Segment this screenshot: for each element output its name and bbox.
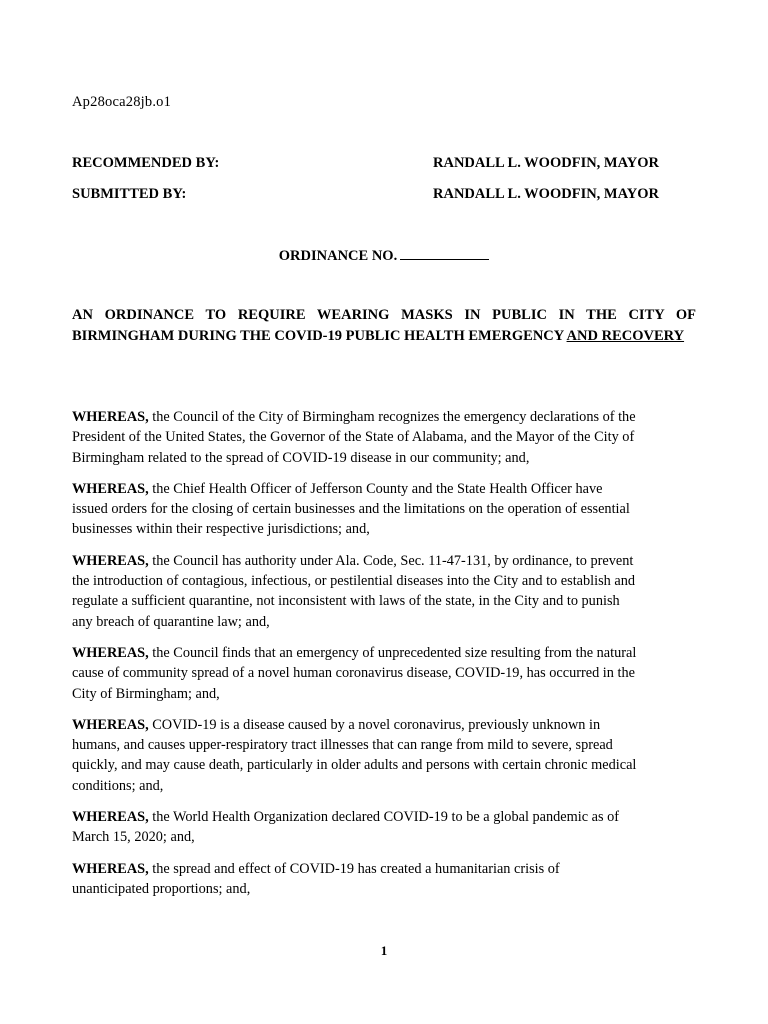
whereas-paragraph (72, 479, 700, 540)
ordinance-title-main: AN ORDINANCE TO REQUIRE WEARING MASKS IN PUBLIC IN THE CITY OF BIRMINGHAM DURING THE COVID-19 PUBLIC HEALTH EMERGENCY (72, 307, 696, 344)
whereas-lead: WHEREAS, (72, 644, 149, 661)
paragraph-line (72, 591, 700, 611)
line-text: President of the United States, the Governor of the State of Alabama, and the Mayor of the City of (72, 429, 635, 446)
line-text: humans, and causes upper-respiratory tract illnesses that can range from mild to severe, spread (72, 737, 613, 754)
paragraph-line (72, 663, 700, 683)
line-text: March 15, 2020; and, (72, 829, 195, 846)
line-text: Birmingham related to the spread of COVID-19 disease in our community; and, (72, 449, 530, 466)
paragraph-line (72, 643, 700, 663)
paragraph-line (72, 879, 700, 899)
recommended-by-label: RECOMMENDED BY: (72, 155, 220, 171)
whereas-lead: WHEREAS, (72, 409, 149, 425)
line-text: issued orders for the closing of certain businesses and the limitations on the operation of essential (72, 501, 630, 518)
page-number: 1 (380, 943, 388, 958)
paragraph-line (72, 827, 700, 847)
line-text: conditions; and, (72, 777, 164, 794)
whereas-paragraph (72, 715, 700, 796)
paragraph-line (72, 427, 700, 447)
recommended-by-value: RANDALL L. WOODFIN, MAYOR (433, 155, 659, 171)
paragraph-line (72, 755, 700, 775)
line-text: COVID-19 is a disease caused by a novel coronavirus, previously unknown in (152, 716, 601, 733)
ordinance-title-underlined: AND RECOVERY (566, 327, 685, 344)
line-text: quickly, and may cause death, particularly in older adults and persons with certain chronic medical (72, 757, 637, 774)
paragraph-line (72, 859, 700, 879)
ordinance-number-label: ORDINANCE NO. (278, 248, 398, 264)
line-text: the Council of the City of Birmingham recognizes the emergency declarations of the (152, 409, 636, 425)
line-text: any breach of quarantine law; and, (72, 613, 270, 630)
whereas-lead: WHEREAS, (72, 480, 149, 497)
paragraph-line (72, 684, 700, 704)
paragraph-line (72, 776, 700, 796)
whereas-paragraph (72, 807, 700, 848)
whereas-lead: WHEREAS, (72, 552, 149, 569)
submitted-by-value: RANDALL L. WOODFIN, MAYOR (433, 186, 659, 202)
paragraph-line (72, 715, 700, 735)
ordinance-number-blank (400, 247, 489, 260)
line-text: the introduction of contagious, infectious, or pestilential diseases into the City and to establish and (72, 573, 636, 590)
paragraph-line (72, 519, 700, 539)
line-text: City of Birmingham; and, (72, 685, 220, 702)
line-text: the Chief Health Officer of Jefferson County and the State Health Officer have (152, 480, 603, 497)
whereas-paragraph (72, 551, 700, 632)
document-id: Ap28oca28jb.o1 (72, 94, 172, 110)
whereas-paragraph (72, 407, 700, 468)
whereas-clauses (72, 407, 700, 910)
whereas-lead: WHEREAS, (72, 860, 149, 877)
paragraph-line (72, 612, 700, 632)
paragraph-line (72, 407, 700, 427)
line-text: the World Health Organization declared COVID-19 to be a global pandemic as of (152, 809, 620, 826)
line-text: businesses within their respective jurisdictions; and, (72, 521, 370, 538)
line-text: the Council has authority under Ala. Code, Sec. 11-47-131, by ordinance, to prevent (152, 552, 634, 569)
paragraph-line (72, 735, 700, 755)
whereas-paragraph (72, 643, 700, 704)
line-text: the spread and effect of COVID-19 has created a humanitarian crisis of (152, 860, 560, 877)
paragraph-line (72, 448, 700, 468)
whereas-lead: WHEREAS, (72, 716, 149, 733)
line-text: unanticipated proportions; and, (72, 880, 251, 897)
line-text: the Council finds that an emergency of unprecedented size resulting from the natural (152, 644, 637, 661)
line-text: regulate a sufficient quarantine, not inconsistent with laws of the state, in the City and to punish (72, 593, 620, 610)
paragraph-line (72, 551, 700, 571)
paragraph-line (72, 807, 700, 827)
whereas-lead: WHEREAS, (72, 809, 149, 826)
submitted-by-label: SUBMITTED BY: (72, 186, 187, 202)
paragraph-line (72, 571, 700, 591)
ordinance-number (0, 247, 768, 265)
paragraph-line (72, 479, 700, 499)
ordinance-title (72, 305, 696, 346)
line-text: cause of community spread of a novel human coronavirus disease, COVID-19, has occurred in the (72, 665, 635, 682)
whereas-paragraph (72, 859, 700, 900)
paragraph-line (72, 499, 700, 519)
